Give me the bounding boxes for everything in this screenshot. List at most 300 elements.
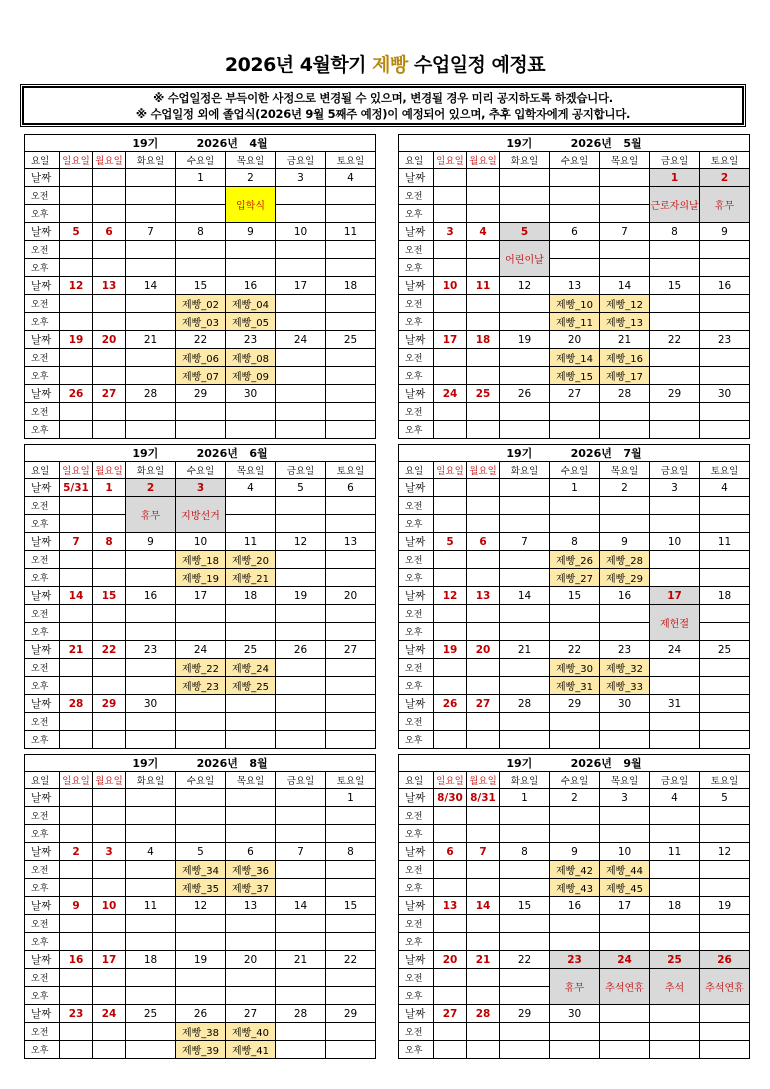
pm-slot <box>434 515 467 533</box>
pm-slot <box>226 515 276 533</box>
row-label: 날짜 <box>399 641 434 659</box>
pm-slot <box>434 313 467 331</box>
class-session-am: 제빵_04 <box>226 295 276 313</box>
am-slot <box>126 403 176 421</box>
am-slot <box>600 915 650 933</box>
pm-slot <box>700 623 750 641</box>
month-calendar <box>398 754 750 1059</box>
pm-slot <box>276 623 326 641</box>
pm-slot <box>467 731 500 749</box>
am-slot <box>467 713 500 731</box>
date-cell: 8/31 <box>467 789 500 807</box>
pm-slot <box>650 825 700 843</box>
date-cell: 10 <box>434 277 467 295</box>
pm-slot <box>276 825 326 843</box>
pm-slot <box>434 421 467 439</box>
am-slot <box>176 403 226 421</box>
pm-slot <box>326 677 376 695</box>
weekday-header: 목요일 <box>226 772 276 789</box>
date-cell: 10 <box>650 533 700 551</box>
row-label: 오후 <box>25 367 60 385</box>
date-cell: 4 <box>226 479 276 497</box>
pm-slot <box>226 421 276 439</box>
pm-slot <box>276 731 326 749</box>
date-cell: 6 <box>550 223 600 241</box>
pm-slot <box>434 623 467 641</box>
am-slot <box>93 241 126 259</box>
pm-slot <box>326 313 376 331</box>
date-cell: 12 <box>434 587 467 605</box>
am-slot <box>700 659 750 677</box>
date-cell: 22 <box>93 641 126 659</box>
pm-slot <box>434 731 467 749</box>
page-title <box>0 50 770 77</box>
pm-slot <box>276 677 326 695</box>
pm-slot <box>93 933 126 951</box>
pm-slot <box>650 313 700 331</box>
row-label: 오전 <box>25 349 60 367</box>
weekday-header: 화요일 <box>500 772 550 789</box>
row-label: 오후 <box>25 515 60 533</box>
date-cell: 23 <box>700 331 750 349</box>
am-slot <box>276 605 326 623</box>
date-cell: 4 <box>126 843 176 861</box>
pm-slot <box>326 1041 376 1059</box>
date-cell: 20 <box>550 331 600 349</box>
am-slot <box>500 403 550 421</box>
pm-slot <box>176 933 226 951</box>
am-slot <box>434 241 467 259</box>
month-calendar <box>24 134 376 439</box>
pm-slot <box>326 367 376 385</box>
am-slot <box>60 403 93 421</box>
row-label: 오전 <box>399 713 434 731</box>
am-slot <box>126 807 176 825</box>
am-slot <box>226 969 276 987</box>
am-slot <box>60 497 93 515</box>
date-cell: 30 <box>700 385 750 403</box>
pm-slot <box>700 515 750 533</box>
am-slot <box>700 807 750 825</box>
row-label: 날짜 <box>399 169 434 187</box>
date-cell: 28 <box>60 695 93 713</box>
date-cell: 5 <box>434 533 467 551</box>
pm-slot <box>700 677 750 695</box>
am-slot <box>126 295 176 313</box>
class-session-am: 제빵_24 <box>226 659 276 677</box>
am-slot <box>650 241 700 259</box>
pm-slot <box>550 259 600 277</box>
event-cell: 추석 <box>650 969 700 1005</box>
date-cell <box>434 479 467 497</box>
pm-slot <box>226 731 276 749</box>
date-cell: 19 <box>276 587 326 605</box>
pm-slot <box>467 987 500 1005</box>
date-cell: 20 <box>434 951 467 969</box>
date-cell: 12 <box>500 277 550 295</box>
row-label: 오후 <box>25 933 60 951</box>
row-label: 오전 <box>25 861 60 879</box>
weekday-header: 토요일 <box>700 462 750 479</box>
date-cell: 2 <box>600 479 650 497</box>
row-label: 오전 <box>399 807 434 825</box>
weekday-header: 월요일 <box>467 462 500 479</box>
date-cell: 22 <box>650 331 700 349</box>
row-label: 날짜 <box>25 587 60 605</box>
weekday-header: 금요일 <box>276 462 326 479</box>
pm-slot <box>467 367 500 385</box>
date-cell: 23 <box>226 331 276 349</box>
am-slot <box>126 861 176 879</box>
date-cell: 29 <box>500 1005 550 1023</box>
date-cell: 18 <box>226 587 276 605</box>
row-label: 요일 <box>399 462 434 479</box>
class-session-am: 제빵_20 <box>226 551 276 569</box>
am-slot <box>700 1023 750 1041</box>
row-label: 오후 <box>399 731 434 749</box>
pm-slot <box>500 515 550 533</box>
am-slot <box>93 1023 126 1041</box>
pm-slot <box>326 205 376 223</box>
date-cell: 3 <box>650 479 700 497</box>
pm-slot <box>550 623 600 641</box>
class-session-pm: 제빵_45 <box>600 879 650 897</box>
row-label: 오전 <box>399 915 434 933</box>
weekday-header: 월요일 <box>93 772 126 789</box>
row-label: 오후 <box>25 677 60 695</box>
pm-slot <box>60 933 93 951</box>
date-cell: 21 <box>467 951 500 969</box>
date-cell: 18 <box>467 331 500 349</box>
am-slot <box>226 403 276 421</box>
row-label: 날짜 <box>399 331 434 349</box>
date-cell: 16 <box>600 587 650 605</box>
am-slot <box>650 713 700 731</box>
pm-slot <box>467 825 500 843</box>
date-cell: 27 <box>434 1005 467 1023</box>
date-cell: 22 <box>500 951 550 969</box>
am-slot <box>467 241 500 259</box>
month-header: 19기 2026년 8월 <box>25 755 376 772</box>
date-cell: 13 <box>93 277 126 295</box>
pm-slot <box>467 569 500 587</box>
class-session-pm: 제빵_33 <box>600 677 650 695</box>
date-cell <box>126 169 176 187</box>
class-session-pm: 제빵_23 <box>176 677 226 695</box>
date-cell: 8 <box>550 533 600 551</box>
date-cell <box>93 169 126 187</box>
date-cell <box>176 695 226 713</box>
date-cell <box>93 789 126 807</box>
pm-slot <box>500 1041 550 1059</box>
pm-slot <box>93 569 126 587</box>
class-session-am: 제빵_08 <box>226 349 276 367</box>
am-slot <box>126 915 176 933</box>
class-session-pm: 제빵_03 <box>176 313 226 331</box>
class-session-pm: 제빵_43 <box>550 879 600 897</box>
class-session-am: 제빵_22 <box>176 659 226 677</box>
pm-slot <box>650 1041 700 1059</box>
am-slot <box>434 915 467 933</box>
row-label: 날짜 <box>399 587 434 605</box>
pm-slot <box>600 421 650 439</box>
class-session-pm: 제빵_13 <box>600 313 650 331</box>
pm-slot <box>434 677 467 695</box>
am-slot <box>276 915 326 933</box>
weekday-header: 수요일 <box>550 462 600 479</box>
date-cell: 27 <box>93 385 126 403</box>
am-slot <box>276 551 326 569</box>
date-cell: 14 <box>600 277 650 295</box>
weekday-header: 월요일 <box>93 462 126 479</box>
date-cell: 22 <box>176 331 226 349</box>
event-cell: 지방선거 <box>176 497 226 533</box>
date-cell: 5 <box>500 223 550 241</box>
am-slot <box>500 1023 550 1041</box>
weekday-header: 목요일 <box>600 772 650 789</box>
pm-slot <box>700 825 750 843</box>
row-label: 오전 <box>25 807 60 825</box>
row-label: 오전 <box>399 187 434 205</box>
month-header: 19기 2026년 5월 <box>399 135 750 152</box>
row-label: 날짜 <box>399 385 434 403</box>
pm-slot <box>600 259 650 277</box>
row-label: 날짜 <box>25 641 60 659</box>
weekday-header: 수요일 <box>176 462 226 479</box>
date-cell: 6 <box>467 533 500 551</box>
date-cell: 16 <box>226 277 276 295</box>
date-cell: 3 <box>176 479 226 497</box>
date-cell: 20 <box>326 587 376 605</box>
am-slot <box>467 659 500 677</box>
weekday-header: 토요일 <box>326 772 376 789</box>
class-session-am: 제빵_12 <box>600 295 650 313</box>
date-cell: 17 <box>650 587 700 605</box>
row-label: 오후 <box>25 259 60 277</box>
am-slot <box>467 349 500 367</box>
row-label: 오후 <box>399 623 434 641</box>
pm-slot <box>276 515 326 533</box>
am-slot <box>93 915 126 933</box>
date-cell <box>276 789 326 807</box>
am-slot <box>226 915 276 933</box>
am-slot <box>434 807 467 825</box>
am-slot <box>700 713 750 731</box>
date-cell: 12 <box>700 843 750 861</box>
row-label: 날짜 <box>399 789 434 807</box>
date-cell: 23 <box>126 641 176 659</box>
date-cell: 13 <box>467 587 500 605</box>
class-session-am: 제빵_16 <box>600 349 650 367</box>
am-slot <box>276 241 326 259</box>
date-cell: 27 <box>226 1005 276 1023</box>
pm-slot <box>276 205 326 223</box>
pm-slot <box>500 569 550 587</box>
weekday-header: 토요일 <box>700 772 750 789</box>
pm-slot <box>467 515 500 533</box>
am-slot <box>176 605 226 623</box>
am-slot <box>467 403 500 421</box>
row-label: 오전 <box>25 659 60 677</box>
pm-slot <box>126 1041 176 1059</box>
pm-slot <box>700 313 750 331</box>
date-cell <box>550 169 600 187</box>
pm-slot <box>276 259 326 277</box>
row-label: 오후 <box>399 421 434 439</box>
date-cell: 18 <box>700 587 750 605</box>
pm-slot <box>500 623 550 641</box>
date-cell: 17 <box>176 587 226 605</box>
pm-slot <box>467 933 500 951</box>
date-cell: 14 <box>60 587 93 605</box>
am-slot <box>700 915 750 933</box>
am-slot <box>500 659 550 677</box>
row-label: 오후 <box>399 825 434 843</box>
class-session-am: 제빵_32 <box>600 659 650 677</box>
row-label: 오전 <box>25 403 60 421</box>
am-slot <box>326 551 376 569</box>
am-slot <box>434 969 467 987</box>
date-cell: 28 <box>126 385 176 403</box>
date-cell: 8 <box>650 223 700 241</box>
weekday-header: 월요일 <box>467 152 500 169</box>
date-cell: 25 <box>126 1005 176 1023</box>
class-session-pm: 제빵_09 <box>226 367 276 385</box>
pm-slot <box>60 1041 93 1059</box>
pm-slot <box>700 1041 750 1059</box>
pm-slot <box>467 205 500 223</box>
date-cell <box>176 789 226 807</box>
row-label: 오전 <box>399 295 434 313</box>
am-slot <box>550 915 600 933</box>
row-label: 오전 <box>25 295 60 313</box>
am-slot <box>176 969 226 987</box>
am-slot <box>276 403 326 421</box>
row-label: 오후 <box>399 515 434 533</box>
date-cell: 3 <box>93 843 126 861</box>
class-session-pm: 제빵_07 <box>176 367 226 385</box>
date-cell: 3 <box>434 223 467 241</box>
date-cell: 19 <box>176 951 226 969</box>
date-cell: 11 <box>650 843 700 861</box>
date-cell: 24 <box>434 385 467 403</box>
row-label: 오전 <box>25 605 60 623</box>
am-slot <box>276 713 326 731</box>
pm-slot <box>326 731 376 749</box>
date-cell: 30 <box>226 385 276 403</box>
month-calendar <box>24 444 376 749</box>
pm-slot <box>93 677 126 695</box>
am-slot <box>500 807 550 825</box>
row-label: 오후 <box>25 879 60 897</box>
am-slot <box>550 605 600 623</box>
class-session-pm: 제빵_35 <box>176 879 226 897</box>
am-slot <box>550 241 600 259</box>
date-cell: 26 <box>700 951 750 969</box>
class-session-pm: 제빵_37 <box>226 879 276 897</box>
row-label: 오후 <box>399 933 434 951</box>
am-slot <box>326 349 376 367</box>
am-slot <box>434 861 467 879</box>
class-session-pm: 제빵_15 <box>550 367 600 385</box>
am-slot <box>326 187 376 205</box>
date-cell: 17 <box>93 951 126 969</box>
row-label: 날짜 <box>25 479 60 497</box>
date-cell: 14 <box>467 897 500 915</box>
pm-slot <box>60 677 93 695</box>
am-slot <box>326 403 376 421</box>
am-slot <box>500 349 550 367</box>
weekday-header: 목요일 <box>226 462 276 479</box>
pm-slot <box>93 259 126 277</box>
am-slot <box>600 187 650 205</box>
date-cell: 13 <box>434 897 467 915</box>
am-slot <box>700 497 750 515</box>
date-cell <box>500 479 550 497</box>
date-cell: 17 <box>434 331 467 349</box>
am-slot <box>226 497 276 515</box>
pm-slot <box>60 313 93 331</box>
date-cell: 26 <box>176 1005 226 1023</box>
am-slot <box>467 295 500 313</box>
pm-slot <box>276 313 326 331</box>
am-slot <box>60 807 93 825</box>
pm-slot <box>176 987 226 1005</box>
am-slot <box>326 969 376 987</box>
date-cell: 30 <box>550 1005 600 1023</box>
pm-slot <box>176 259 226 277</box>
am-slot <box>126 1023 176 1041</box>
date-cell: 11 <box>700 533 750 551</box>
date-cell: 5 <box>176 843 226 861</box>
date-cell: 7 <box>276 843 326 861</box>
row-label: 오전 <box>399 1023 434 1041</box>
date-cell: 8 <box>326 843 376 861</box>
am-slot <box>650 659 700 677</box>
am-slot <box>60 969 93 987</box>
row-label: 오전 <box>25 241 60 259</box>
pm-slot <box>176 731 226 749</box>
pm-slot <box>700 731 750 749</box>
pm-slot <box>60 825 93 843</box>
date-cell: 30 <box>600 695 650 713</box>
row-label: 오전 <box>25 1023 60 1041</box>
am-slot <box>700 861 750 879</box>
weekday-header: 토요일 <box>700 152 750 169</box>
pm-slot <box>93 825 126 843</box>
date-cell: 21 <box>600 331 650 349</box>
date-cell: 16 <box>700 277 750 295</box>
date-cell: 8/30 <box>434 789 467 807</box>
pm-slot <box>700 569 750 587</box>
date-cell: 29 <box>650 385 700 403</box>
row-label: 오전 <box>25 551 60 569</box>
row-label: 오전 <box>25 187 60 205</box>
am-slot <box>650 807 700 825</box>
pm-slot <box>600 515 650 533</box>
pm-slot <box>126 313 176 331</box>
row-label: 날짜 <box>399 223 434 241</box>
date-cell <box>60 169 93 187</box>
pm-slot <box>650 259 700 277</box>
weekday-header: 화요일 <box>500 462 550 479</box>
am-slot <box>650 403 700 421</box>
am-slot <box>650 349 700 367</box>
pm-slot <box>467 623 500 641</box>
pm-slot <box>126 569 176 587</box>
date-cell <box>467 169 500 187</box>
row-label: 오후 <box>399 313 434 331</box>
